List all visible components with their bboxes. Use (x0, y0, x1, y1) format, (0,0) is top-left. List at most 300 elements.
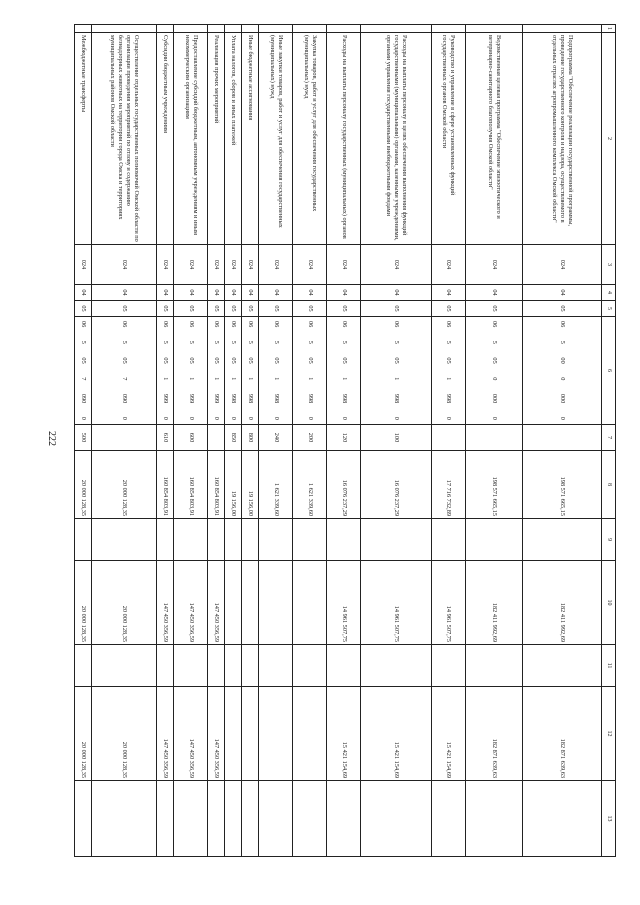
target-code-parts (246, 319, 254, 422)
target-code-parts (444, 319, 452, 422)
target-code-cell (293, 317, 327, 425)
target-code-parts (120, 319, 128, 422)
target-code-part: 1 (187, 377, 195, 381)
table-row (431, 25, 465, 857)
amount-cell (361, 781, 432, 857)
section-cell: 04 (523, 285, 601, 301)
target-code-part: 1 (393, 377, 401, 381)
target-code-cell (327, 317, 361, 425)
column-number: 2 (601, 33, 615, 245)
amount-cell: 147 450 356,59 (157, 687, 174, 781)
amount-cell: 198 571 665,15 (465, 451, 522, 519)
target-code-part: 05 (247, 357, 255, 364)
amount-cell (75, 519, 92, 561)
target-code-part: 5 (121, 340, 129, 344)
amount-cell: 198 571 665,15 (523, 451, 601, 519)
target-code-cell (361, 317, 432, 425)
amount-cell (259, 561, 293, 645)
target-code-part: 05 (213, 357, 221, 364)
target-code-part: 05 (306, 357, 314, 364)
expense-type-cell (465, 425, 522, 451)
target-code-part: 0 (230, 416, 238, 420)
target-code-part: 7 (121, 377, 129, 381)
target-code-part: 5 (340, 340, 348, 344)
table-row (225, 25, 242, 857)
amount-cell: 182 871 639,63 (523, 687, 601, 781)
target-code-part: 1 (272, 377, 280, 381)
amount-cell (242, 781, 259, 857)
expense-type-cell (431, 425, 465, 451)
target-code-part: 090 (121, 393, 129, 404)
subsection-cell: 05 (327, 301, 361, 317)
admin-code-cell: 024 (92, 245, 157, 285)
amount-cell (242, 519, 259, 561)
table-row (327, 25, 361, 857)
target-code-part: 05 (80, 357, 88, 364)
column-number: 5 (601, 301, 615, 317)
target-code-part: 0 (247, 416, 255, 420)
table-body (75, 25, 616, 857)
target-code-part: 06 (213, 321, 221, 328)
target-code-part: 06 (80, 321, 88, 328)
target-code-part: 999 (213, 393, 221, 404)
amount-cell: 20 000 128,35 (92, 687, 157, 781)
target-code-part: 06 (272, 321, 280, 328)
amount-cell: 1 621 339,60 (259, 451, 293, 519)
table-row (174, 25, 208, 857)
row-index-cell (75, 25, 92, 33)
amount-cell (361, 519, 432, 561)
target-code-part: 5 (393, 340, 401, 344)
amount-cell (225, 645, 242, 687)
target-code-part: 05 (393, 357, 401, 364)
amount-cell (157, 781, 174, 857)
target-code-cell (174, 317, 208, 425)
admin-code-cell: 024 (75, 245, 92, 285)
amount-cell (259, 645, 293, 687)
admin-code-cell: 024 (327, 245, 361, 285)
amount-cell (293, 561, 327, 645)
target-code-part: 0 (340, 416, 348, 420)
row-index-cell (242, 25, 259, 33)
amount-cell: 20 000 128,35 (75, 561, 92, 645)
table-row (293, 25, 327, 857)
row-index-cell (157, 25, 174, 33)
target-code-parts (79, 319, 87, 422)
amount-cell: 182 871 639,63 (465, 687, 522, 781)
target-code-part: 1 (247, 377, 255, 381)
amount-cell (293, 687, 327, 781)
target-code-part: 06 (558, 321, 566, 328)
expense-type-cell: 200 (293, 425, 327, 451)
amount-cell (242, 645, 259, 687)
subsection-cell: 05 (225, 301, 242, 317)
amount-cell (293, 781, 327, 857)
target-code-part: 0 (393, 416, 401, 420)
subsection-cell: 05 (431, 301, 465, 317)
section-cell: 04 (242, 285, 259, 301)
row-index-cell (208, 25, 225, 33)
target-code-part: 0 (491, 416, 499, 420)
target-code-part: 5 (80, 340, 88, 344)
target-code-cell (431, 317, 465, 425)
expense-type-cell: 610 (157, 425, 174, 451)
amount-cell: 15 421 154,69 (327, 687, 361, 781)
admin-code-cell: 024 (157, 245, 174, 285)
target-code-part: 0 (121, 416, 129, 420)
target-code-cell (242, 317, 259, 425)
amount-cell: 147 450 356,59 (208, 561, 225, 645)
target-code-parts (161, 319, 169, 422)
row-name-cell: Расходы на выплаты персоналу в целях обеспечения выполнения функций государственными (муниципальными) органами, казенными учреждениями, органами управления государственными внебюджетными фондами (361, 33, 432, 245)
column-number: 3 (601, 245, 615, 285)
section-cell: 04 (465, 285, 522, 301)
target-code-parts (306, 319, 314, 422)
row-index-cell (327, 25, 361, 33)
target-code-cell (157, 317, 174, 425)
amount-cell (431, 645, 465, 687)
subsection-cell: 05 (75, 301, 92, 317)
amount-cell (465, 781, 522, 857)
table-row (208, 25, 225, 857)
amount-cell: 182 411 992,69 (465, 561, 522, 645)
target-code-part: 06 (162, 321, 170, 328)
amount-cell: 15 421 154,69 (431, 687, 465, 781)
section-cell: 04 (293, 285, 327, 301)
amount-cell: 182 411 992,69 (523, 561, 601, 645)
target-code-part: 0 (445, 416, 453, 420)
admin-code-cell: 024 (465, 245, 522, 285)
admin-code-cell: 024 (242, 245, 259, 285)
target-code-part: 06 (187, 321, 195, 328)
subsection-cell: 05 (523, 301, 601, 317)
target-code-part: 1 (230, 377, 238, 381)
section-cell: 04 (174, 285, 208, 301)
amount-cell: 147 450 356,59 (208, 687, 225, 781)
target-code-part: 05 (272, 357, 280, 364)
target-code-part: 000 (558, 393, 566, 404)
column-number: 8 (601, 451, 615, 519)
row-name-cell: Подпрограмма "Обеспечение реализации государственной программы, проведение государственного контроля и надзора, осуществляемого в отдельных отраслях агропромышленного комплекса Омской области" (523, 33, 601, 245)
amount-cell (208, 519, 225, 561)
amount-cell: 16 076 237,29 (327, 451, 361, 519)
target-code-part: 5 (558, 340, 566, 344)
target-code-parts (272, 319, 280, 422)
target-code-part: 06 (445, 321, 453, 328)
amount-cell (225, 781, 242, 857)
amount-cell: 19 156,00 (225, 451, 242, 519)
target-code-part: 5 (445, 340, 453, 344)
target-code-part: 5 (230, 340, 238, 344)
row-name-cell: Закупка товаров, работ и услуг для обеспечения государственных (муниципальных) нужд (293, 33, 327, 245)
amount-cell: 15 421 154,69 (361, 687, 432, 781)
subsection-cell: 05 (92, 301, 157, 317)
section-cell: 04 (259, 285, 293, 301)
amount-cell: 19 156,00 (242, 451, 259, 519)
amount-cell (259, 781, 293, 857)
row-index-cell (174, 25, 208, 33)
amount-cell (225, 519, 242, 561)
target-code-part: 1 (213, 377, 221, 381)
amount-cell (174, 519, 208, 561)
row-index-cell (92, 25, 157, 33)
target-code-parts (212, 319, 220, 422)
amount-cell: 147 450 356,59 (157, 561, 174, 645)
section-cell: 04 (431, 285, 465, 301)
amount-cell (225, 687, 242, 781)
amount-cell (92, 645, 157, 687)
amount-cell: 1 621 339,60 (293, 451, 327, 519)
column-number-row (601, 25, 615, 857)
target-code-part: 0 (306, 416, 314, 420)
target-code-part: 05 (445, 357, 453, 364)
amount-cell: 20 000 128,35 (92, 561, 157, 645)
amount-cell (75, 645, 92, 687)
row-name-cell: Уплата налогов, сборов и иных платежей (225, 33, 242, 245)
amount-cell (242, 561, 259, 645)
row-name-cell: Ведомственная целевая программа "Обеспечение эпизоотического и ветеринарно-санитарного благополучия Омской области" (465, 33, 522, 245)
amount-cell (431, 781, 465, 857)
column-number: 7 (601, 425, 615, 451)
target-code-part: 090 (80, 393, 88, 404)
target-code-parts (558, 319, 566, 422)
target-code-part: 998 (445, 393, 453, 404)
target-code-part: 05 (187, 357, 195, 364)
target-code-part: 998 (393, 393, 401, 404)
target-code-part: 0 (80, 416, 88, 420)
row-name-cell: Руководство и управление в сфере установленных функций государственных органов Омской области (431, 33, 465, 245)
table-row (242, 25, 259, 857)
expense-type-cell: 240 (259, 425, 293, 451)
target-code-part: 0 (491, 377, 499, 381)
expense-type-cell: 120 (327, 425, 361, 451)
page-number: 222 (46, 431, 57, 446)
row-index-cell (361, 25, 432, 33)
table-row (92, 25, 157, 857)
amount-cell: 14 961 507,75 (431, 561, 465, 645)
target-code-part: 5 (306, 340, 314, 344)
expense-type-cell: 100 (361, 425, 432, 451)
admin-code-cell: 024 (523, 245, 601, 285)
admin-code-cell: 024 (293, 245, 327, 285)
amount-cell (259, 687, 293, 781)
target-code-part: 05 (491, 357, 499, 364)
target-code-part: 06 (491, 321, 499, 328)
column-number: 1 (601, 25, 615, 33)
target-code-part: 1 (306, 377, 314, 381)
admin-code-cell: 024 (431, 245, 465, 285)
amount-cell: 147 450 356,59 (174, 561, 208, 645)
target-code-parts (392, 319, 400, 422)
target-code-part: 05 (230, 357, 238, 364)
target-code-cell (208, 317, 225, 425)
subsection-cell: 05 (157, 301, 174, 317)
target-code-part: 5 (213, 340, 221, 344)
amount-cell: 147 450 356,59 (174, 687, 208, 781)
amount-cell: 20 000 128,35 (75, 451, 92, 519)
amount-cell (208, 645, 225, 687)
target-code-parts (187, 319, 195, 422)
column-number: 12 (601, 687, 615, 781)
row-index-cell (259, 25, 293, 33)
row-name-cell: Расходы на выплаты персоналу государственных (муниципальных) органов (327, 33, 361, 245)
row-index-cell (293, 25, 327, 33)
target-code-part: 5 (272, 340, 280, 344)
admin-code-cell: 024 (225, 245, 242, 285)
expense-type-cell (208, 425, 225, 451)
subsection-cell: 05 (208, 301, 225, 317)
target-code-cell (523, 317, 601, 425)
amount-cell (92, 781, 157, 857)
section-cell: 04 (92, 285, 157, 301)
target-code-part: 998 (306, 393, 314, 404)
target-code-part: 1 (445, 377, 453, 381)
column-number: 10 (601, 561, 615, 645)
target-code-part: 998 (272, 393, 280, 404)
amount-cell (327, 781, 361, 857)
row-index-cell (465, 25, 522, 33)
section-cell: 04 (225, 285, 242, 301)
section-cell: 04 (75, 285, 92, 301)
target-code-part: 0 (272, 416, 280, 420)
table-row (75, 25, 92, 857)
target-code-part: 06 (230, 321, 238, 328)
amount-cell: 160 854 803,91 (208, 451, 225, 519)
subsection-cell: 05 (242, 301, 259, 317)
table-row (465, 25, 522, 857)
amount-cell (174, 781, 208, 857)
target-code-part: 06 (340, 321, 348, 328)
amount-cell (327, 519, 361, 561)
target-code-part: 999 (162, 393, 170, 404)
amount-cell: 14 961 507,75 (361, 561, 432, 645)
target-code-part: 1 (162, 377, 170, 381)
subsection-cell: 05 (174, 301, 208, 317)
target-code-part: 998 (247, 393, 255, 404)
amount-cell (431, 519, 465, 561)
expense-type-cell: 850 (225, 425, 242, 451)
target-code-part: 06 (247, 321, 255, 328)
table-row (361, 25, 432, 857)
target-code-part: 1 (340, 377, 348, 381)
target-code-cell (92, 317, 157, 425)
target-code-part: 7 (80, 377, 88, 381)
expense-type-cell: 500 (75, 425, 92, 451)
column-number: 13 (601, 781, 615, 857)
amount-cell (523, 519, 601, 561)
target-code-part: 998 (230, 393, 238, 404)
target-code-part: 5 (247, 340, 255, 344)
section-cell: 04 (361, 285, 432, 301)
amount-cell: 20 000 128,35 (75, 687, 92, 781)
row-name-cell: Субсидии бюджетным учреждениям (157, 33, 174, 245)
amount-cell (465, 519, 522, 561)
section-cell: 04 (208, 285, 225, 301)
column-number: 4 (601, 285, 615, 301)
amount-cell (157, 645, 174, 687)
column-number: 9 (601, 519, 615, 561)
section-cell: 04 (157, 285, 174, 301)
amount-cell (523, 645, 601, 687)
row-name-cell: Иные бюджетные ассигнования (242, 33, 259, 245)
target-code-parts (490, 319, 498, 422)
target-code-part: 05 (340, 357, 348, 364)
amount-cell (523, 781, 601, 857)
expense-type-cell (523, 425, 601, 451)
expense-type-cell: 600 (174, 425, 208, 451)
target-code-parts (229, 319, 237, 422)
target-code-part: 06 (121, 321, 129, 328)
column-number: 6 (601, 317, 615, 425)
target-code-part: 5 (162, 340, 170, 344)
row-name-cell: Осуществление отдельных государственных полномочий Омской области по организации проведения мероприятий по отлову и содержанию безнадзорных животных на территории города Омска и территориях муниципальных районов Омской области (92, 33, 157, 245)
target-code-part: 0 (213, 416, 221, 420)
target-code-part: 5 (187, 340, 195, 344)
target-code-part: 00 (558, 357, 566, 364)
amount-cell: 14 961 507,75 (327, 561, 361, 645)
row-index-cell (523, 25, 601, 33)
amount-cell: 16 076 237,29 (361, 451, 432, 519)
target-code-part: 000 (491, 393, 499, 404)
row-name-cell: Предоставление субсидий бюджетным, автономным учреждениям и иным некоммерческим организациям (174, 33, 208, 245)
expense-type-cell (92, 425, 157, 451)
target-code-part: 06 (306, 321, 314, 328)
amount-cell (157, 519, 174, 561)
amount-cell (75, 781, 92, 857)
amount-cell (174, 645, 208, 687)
amount-cell (259, 519, 293, 561)
target-code-part: 06 (393, 321, 401, 328)
amount-cell (92, 519, 157, 561)
amount-cell (293, 519, 327, 561)
row-index-cell (431, 25, 465, 33)
amount-cell (242, 687, 259, 781)
amount-cell: 17 716 732,89 (431, 451, 465, 519)
admin-code-cell: 024 (174, 245, 208, 285)
table-row (523, 25, 601, 857)
subsection-cell: 05 (361, 301, 432, 317)
subsection-cell: 05 (293, 301, 327, 317)
amount-cell (208, 781, 225, 857)
column-number: 11 (601, 645, 615, 687)
admin-code-cell: 024 (208, 245, 225, 285)
target-code-part: 0 (187, 416, 195, 420)
target-code-part: 998 (340, 393, 348, 404)
amount-cell (327, 645, 361, 687)
target-code-part: 0 (162, 416, 170, 420)
row-index-cell (225, 25, 242, 33)
budget-table-rotated (74, 24, 616, 856)
section-cell: 04 (327, 285, 361, 301)
subsection-cell: 05 (465, 301, 522, 317)
amount-cell: 20 000 128,35 (92, 451, 157, 519)
row-name-cell: Иные закупки товаров, работ и услуг для обеспечения государственных (муниципальных) нужд (259, 33, 293, 245)
row-name-cell: Реализация прочих мероприятий (208, 33, 225, 245)
table-row (157, 25, 174, 857)
admin-code-cell: 024 (259, 245, 293, 285)
target-code-cell (225, 317, 242, 425)
target-code-part: 05 (162, 357, 170, 364)
target-code-cell (259, 317, 293, 425)
amount-cell (361, 645, 432, 687)
target-code-cell (465, 317, 522, 425)
amount-cell: 160 854 803,91 (157, 451, 174, 519)
budget-table (74, 24, 616, 857)
amount-cell (465, 645, 522, 687)
expense-type-cell: 800 (242, 425, 259, 451)
table-row (259, 25, 293, 857)
amount-cell (225, 561, 242, 645)
